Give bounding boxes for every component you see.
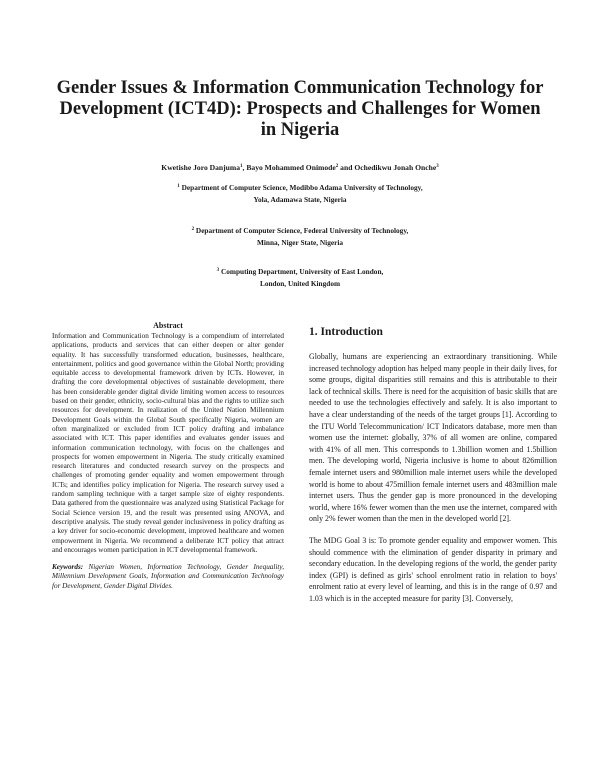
author-name: Ochedikwu Jonah Onche xyxy=(354,163,437,172)
affiliation xyxy=(40,224,560,248)
author-separator: and xyxy=(338,163,355,172)
abstract-heading: Abstract xyxy=(153,321,183,330)
affiliation-line: Minna, Niger State, Nigeria xyxy=(257,237,343,247)
keywords-text: Nigerian Women, Information Technology, Gender Inequality, Millennium Development Goals, Information and Communication Technology for Development, Gender Digital Divides. xyxy=(52,563,284,590)
keywords xyxy=(52,563,284,591)
intro-paragraph: Globally, humans are experiencing an extraordinary transitioning. While increased technology adoption has helped many people in their daily lives, for some groups, digital disparities still remains and this is attributable to their lack of technical skills. There is need for the acquisition of basic skills that are needed to use the technologies effectively and safely. It is also important to have a clear understanding of the needs of the target groups [1]. According to the ITU World Telecommunication/ ICT Indicators database, more men than women use the internet: globally, 37% of all women are online, compared with 41% of all men. This corresponds to 1.3billion women and 1.5billion men. The developing world, Nigeria inclusive is home to about 826million female internet users and 980million male internet users while the developed world is home to about 475million female internet users and 483million male internet users. Thus the gender gap is more pronounced in the developing world, where 16% fewer women than the men use the internet, compared with only 2% fewer women than the men in the developed world [2]. xyxy=(309,352,557,524)
affiliation-mark: 3 xyxy=(216,268,220,273)
intro-paragraph: The MDG Goal 3 is: To promote gender equality and empower women. This should commence with the elimination of gender disparity in primary and secondary education. In the developing regions of the world, the gender parity index (GPI) is defined as girls' school enrolment ratio in relation to boys' enrolment ratio at every level of learning, and this is in the range of 0.97 and 1.03 which is in the accepted measure for parity [3]. Conversely, xyxy=(309,535,557,603)
right-column xyxy=(309,326,557,614)
affiliation-mark: 1 xyxy=(177,184,180,189)
author-mark: 1 xyxy=(240,164,243,169)
affiliation xyxy=(40,265,560,289)
affiliation-line: London, United Kingdom xyxy=(259,278,341,288)
paper-title: Gender Issues & Information Communication Technology for Development (ICT4D): Prospects and Challenges for Women in Nigeria xyxy=(56,78,544,140)
affiliation-line: Department of Computer Science, Modibbo Adama University of Technology, xyxy=(181,183,423,192)
affiliation-line: Computing Department, University of East London, xyxy=(220,267,384,276)
affiliation-mark: 2 xyxy=(191,227,195,232)
author-name: Bayo Mohammed Onimode xyxy=(246,163,336,172)
author-separator: , xyxy=(242,163,247,172)
section-heading-introduction: 1. Introduction xyxy=(309,326,383,338)
affiliation-line: Yola, Adamawa State, Nigeria xyxy=(253,194,347,204)
keywords-label: Keywords: xyxy=(52,563,84,572)
affiliation xyxy=(40,181,560,205)
author-mark: 3 xyxy=(436,164,439,169)
author-name: Kwetishe Joro Danjuma xyxy=(161,163,241,172)
abstract-text: Information and Communication Technology is a compendium of interrelated applications, products and services that can either deepen or alter gender equality. It has successfully transformed education, businesses, healthcare, entertainment, politics and good governance within the Global North; providing equitable access to developmental framework driven by ICTs. However, in drafting the core developmental objectives of sustainable development, there has been considerable gender digital divide limiting women access to resources based on their gender, ethnicity, socio-cultural bias and the rights to utilize such resources for development. In realization of the United Nation Millennium Development Goals within the Global South specifically Nigeria, women are often marginalized or excluded from ICT policy drafting and imbalance associated with ICT. This paper identifies and evaluates gender issues and information communication technology, with focus on the challenges and prospects for women empowerment in Nigeria. The study critically examined research literatures and conducted research survey on the prospects and challenges of promoting gender equality and women empowerment through ICTs; and identifies policy implication for Nigeria. The research survey used a random sampling technique with a target sample size of eighty respondents. Data gathered from the questionnaire was analyzed using Statistical Package for Social Science version 19, and the result was presented using ANOVA, and descriptive analysis. The study reveal gender inclusiveness in policy drafting as a key driver for socio-economic development, improved healthcare and women empowerment in Nigeria. We recommend a deliberate ICT policy that attract and encourages women participation in ICT developmental framework. xyxy=(52,332,284,554)
affiliation-line: Department of Computer Science, Federal University of Technology, xyxy=(195,226,409,235)
author-mark: 2 xyxy=(335,164,339,169)
left-column xyxy=(52,321,284,591)
author-list xyxy=(40,163,560,172)
